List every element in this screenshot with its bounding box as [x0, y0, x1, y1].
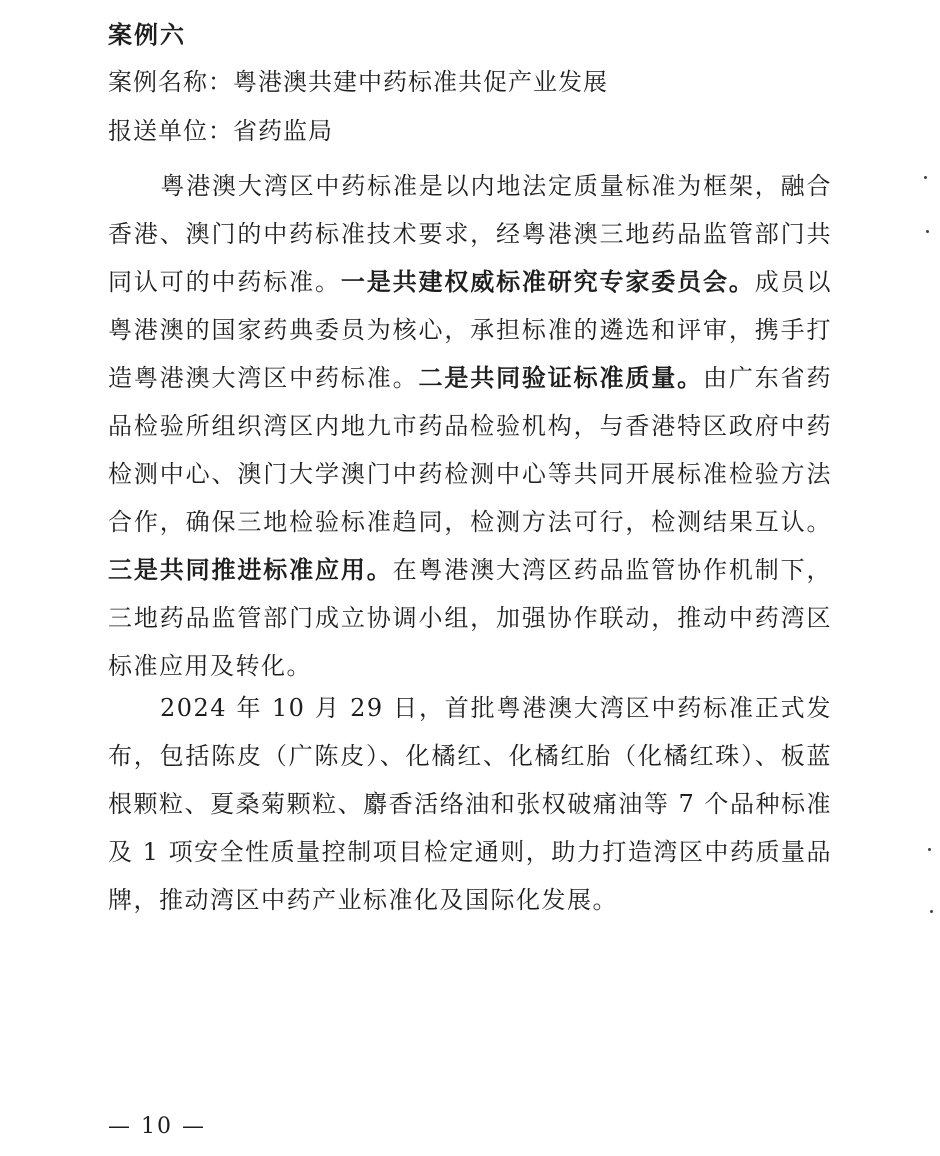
point2-title: 二是共同验证标准质量。 [418, 363, 704, 392]
reporting-unit-value: 省药监局 [233, 117, 333, 145]
point2-text: 由广东省药品检验所组织湾区内地九市药品检验机构，与香港特区政府中药检测中心、澳门大学澳门中药检测中心等共同开展标准检验方法合作，确保三地检验标准趋同，检测方法可行，检测结果互认。 [108, 364, 833, 536]
reporting-unit-line [108, 116, 333, 146]
paragraph2-text: 2024 年 10 月 29 日，首批粤港澳大湾区中药标准正式发布，包括陈皮（广陈皮）、化橘红、化橘红胎（化橘红珠）、板蓝根颗粒、夏桑菊颗粒、麝香活络油和张权破痛油等 7 个品种标准及 1 项安全性质量控制项目检定通则，助力打造湾区中药质量品牌，推动湾区中药产业标准化及国际化发展。 [108, 694, 832, 914]
scan-speck [924, 176, 927, 179]
point3-text: 在粤港澳大湾区药品监管协作机制下，三地药品监管部门成立协调小组，加强协作联动，推动中药湾区标准应用及转化。 [108, 556, 833, 680]
scan-speck [930, 910, 933, 913]
point1-text: 成员以粤港澳的国家药典委员为核心，承担标准的遴选和评审，携手打造粤港澳大湾区中药标准。 [108, 268, 833, 392]
paragraph-release-announcement [108, 684, 832, 924]
case-name-label: 案例名称： [108, 68, 233, 96]
case-heading: 案例六 [108, 20, 186, 49]
case-name-value: 粤港澳共建中药标准共促产业发展 [233, 68, 608, 96]
paragraph-standards-overview [108, 162, 832, 690]
case-name-line [108, 67, 608, 97]
paragraph1-intro: 粤港澳大湾区中药标准是以内地法定质量标准为框架，融合香港、澳门的中药标准技术要求，经粤港澳三地药品监管部门共同认可的中药标准。 [108, 172, 832, 296]
reporting-unit-label: 报送单位： [108, 117, 233, 145]
scan-speck [928, 848, 931, 851]
page-number: — 10 — [108, 1114, 206, 1139]
scan-speck [926, 230, 929, 233]
point1-title: 一是共建权威标准研究专家委员会。 [340, 267, 755, 296]
point3-title: 三是共同推进标准应用。 [108, 555, 393, 584]
